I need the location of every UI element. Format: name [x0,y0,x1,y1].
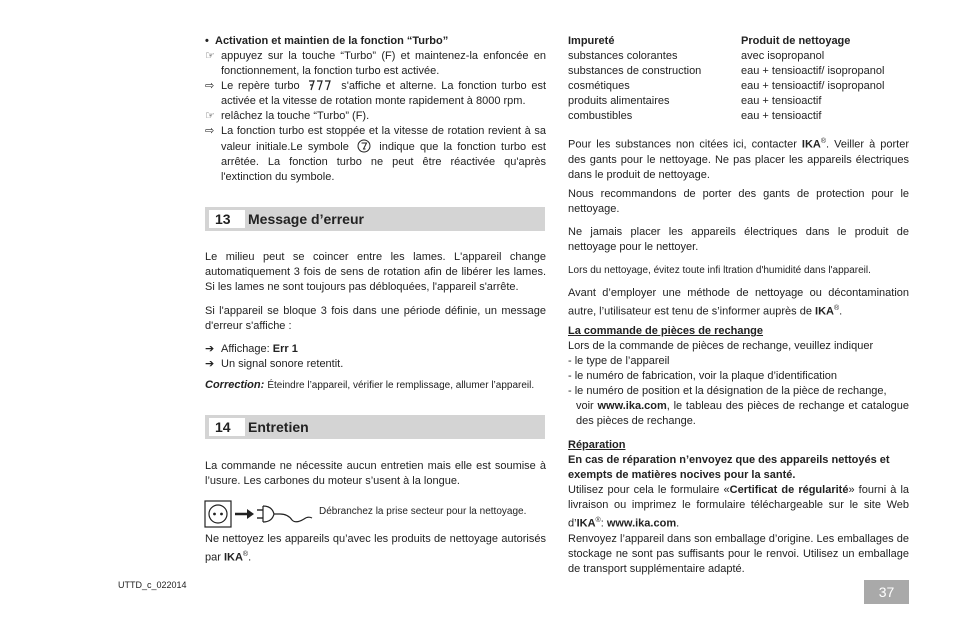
form-name: Certificat de régularité [729,484,849,496]
turbo-symbol-icon [308,79,332,91]
socket-icon [205,501,231,527]
column-header: Produit de nettoyage [741,35,851,47]
repair-heading: Réparation [568,439,626,451]
arrow-solid-icon: ➔ [205,358,215,370]
contact-paragraph: Pour les substances non citées ici, contacter IKA®. Veiller à porter des gants pour le nettoyage. Ne pas placer les appareils électriques dans le produit de nettoyage. [568,138,909,181]
table-header-row [568,34,884,49]
arrow-outline-icon: ⇨ [205,125,215,137]
correction-label: Correction: [205,379,265,391]
bullet-icon: • [205,35,209,47]
section-number: 13 [209,210,245,228]
error-display-list [205,342,546,372]
unplug-illustration [204,500,314,528]
repair-warning: En cas de réparation n’envoyez que des appareils nettoyés et exempts de matières nocives pour la santé. [568,454,890,481]
turbo-step-1: ☞ appuyez sur la touche “Turbo” (F) et maintenez-la enfoncée en fonctionnement, la fonction turbo est activée. [205,50,546,77]
correction-text: Éteindre l’appareil, vérifier le remplissage, allumer l’appareil. [267,380,535,391]
repair-form-paragraph: Utilisez pour cela le formulaire «Certificat de régularité» fourni à la livraison ou imprimez le formulaire téléchargeable sur le site Web d’IKA®: www.ika.com. [568,484,910,530]
document-code: UTTD_c_022014 [118,580,187,590]
impurity-table [568,34,884,124]
website-link[interactable]: www.ika.com [597,400,667,412]
table-row: substances colorantes avec isopropanol [568,50,825,62]
plug-icon [257,506,312,522]
table-row: produits alimentaires eau + tensioactif [568,95,822,107]
unplug-caption: Débranchez la prise secteur pour la nettoyage. [319,506,527,517]
error-code: Err 1 [272,343,298,355]
hand-pointer-icon: ☞ [205,50,215,62]
left-column [205,34,546,185]
error-display: ➔ Affichage: Err 1 [205,343,298,355]
list-item: - le numéro de fabrication, voir la plaque d’identification [568,370,838,382]
no-immersion-paragraph: Ne jamais placer les appareils électriques dans le produit de nettoyage pour le nettoyer. [568,226,909,253]
list-item: - le numéro de position et la désignation de la pièce de rechange, [568,385,887,397]
table-row: combustibles eau + tensioactif [568,110,822,122]
repair-block [568,453,909,577]
spare-parts-heading: La commande de pièces de rechange [568,325,764,337]
column-header: Impureté [568,35,615,47]
section-title: Entretien [248,419,309,435]
turbo-stop-icon [357,139,371,153]
error-paragraph-2: Si l'appareil se bloque 3 fois dans une période définie, un message d'erreur s'affiche : [205,305,546,332]
packaging-paragraph: Renvoyez l’appareil dans son emballage d’origine. Les emballages de stockage ne sont pas suffisants pour le renvoi. Utilisez un emballage de transport supplémentaire adapté. [568,532,909,575]
spare-parts-block: Lors de la commande de pièces de rechange, veuillez indiquer - le type de l’appareil - le numéro de fabrication, voir la plaque d’identification - le numéro de position et la désignation de la pièce de rechange, voir www.ika.com, le tableau des pièces de rechange et catalogue des pièces de rechange. [568,340,909,427]
hand-pointer-icon: ☞ [205,110,215,122]
turbo-heading [205,34,546,49]
impurity-table-wrap [568,34,910,124]
decontamination-paragraph: Avant d’employer une méthode de nettoyage ou décontamination autre, l’utilisateur est tenu de s’informer auprès de IKA®. [568,287,909,318]
list-item: - le type de l’appareil [568,355,670,367]
brand-name: IKA [815,305,834,318]
arrow-right-icon [235,509,254,519]
gloves-paragraph: Nous recommandons de porter des gants de protection pour le nettoyage. [568,188,909,215]
page-number: 37 [864,580,909,604]
section-14-header [205,415,545,439]
correction-line [205,378,550,393]
brand-name: IKA [223,551,243,564]
brand-name: IKA [801,138,821,151]
turbo-title: Activation et maintien de la fonction “Turbo” [215,35,449,47]
section-13-header [205,207,545,231]
turbo-result-2: ⇨ La fonction turbo est stoppée et la vitesse de rotation revient à sa valeur initiale.Le symbole indique que la fonction turbo est arrêtée. La fonction turbo ne peut être réactivée qu'après l'extinction du symbole. [205,125,546,183]
website-link[interactable]: www.ika.com [606,517,677,530]
humidity-note: Lors du nettoyage, évitez toute infi ltration d'humidité dans l'appareil. [568,265,871,276]
list-item-continuation: voir www.ika.com, le tableau des pièces de rechange et catalogue des pièces de rechange. [576,400,909,427]
brand-name: IKA [576,517,596,530]
turbo-result-1: ⇨ Le repère turbo s'affiche et alterne. La fonction turbo est activée et la vitesse de rotation monte rapidement à 8000 rpm. [205,80,547,107]
turbo-step-2: ☞ relâchez la touche “Turbo” (F). [205,110,370,122]
table-row: substances de construction eau + tensioactif/ isopropanol [568,65,885,77]
arrow-solid-icon: ➔ [205,343,215,355]
table-row: cosmétiques eau + tensioactif/ isopropanol [568,80,885,92]
arrow-outline-icon: ⇨ [205,80,215,92]
section-number: 14 [209,418,245,436]
section-title: Message d’erreur [248,211,364,227]
error-signal: ➔ Un signal sonore retentit. [205,358,344,370]
error-paragraph-1: Le milieu peut se coincer entre les lames. L'appareil change automatiquement 3 fois de sens de rotation afin de libérer les lames. Si les lames ne sont toujours pas débloquées, l'appareil s'arrête. [205,251,546,293]
maintenance-paragraph: La commande ne nécessite aucun entretien mais elle est soumise à l’usure. Les carbones du moteur s’usent à la longue. [205,460,546,487]
cleaning-products-note: Ne nettoyez les appareils qu’avec les produits de nettoyage autorisés par IKA®. [205,533,546,564]
